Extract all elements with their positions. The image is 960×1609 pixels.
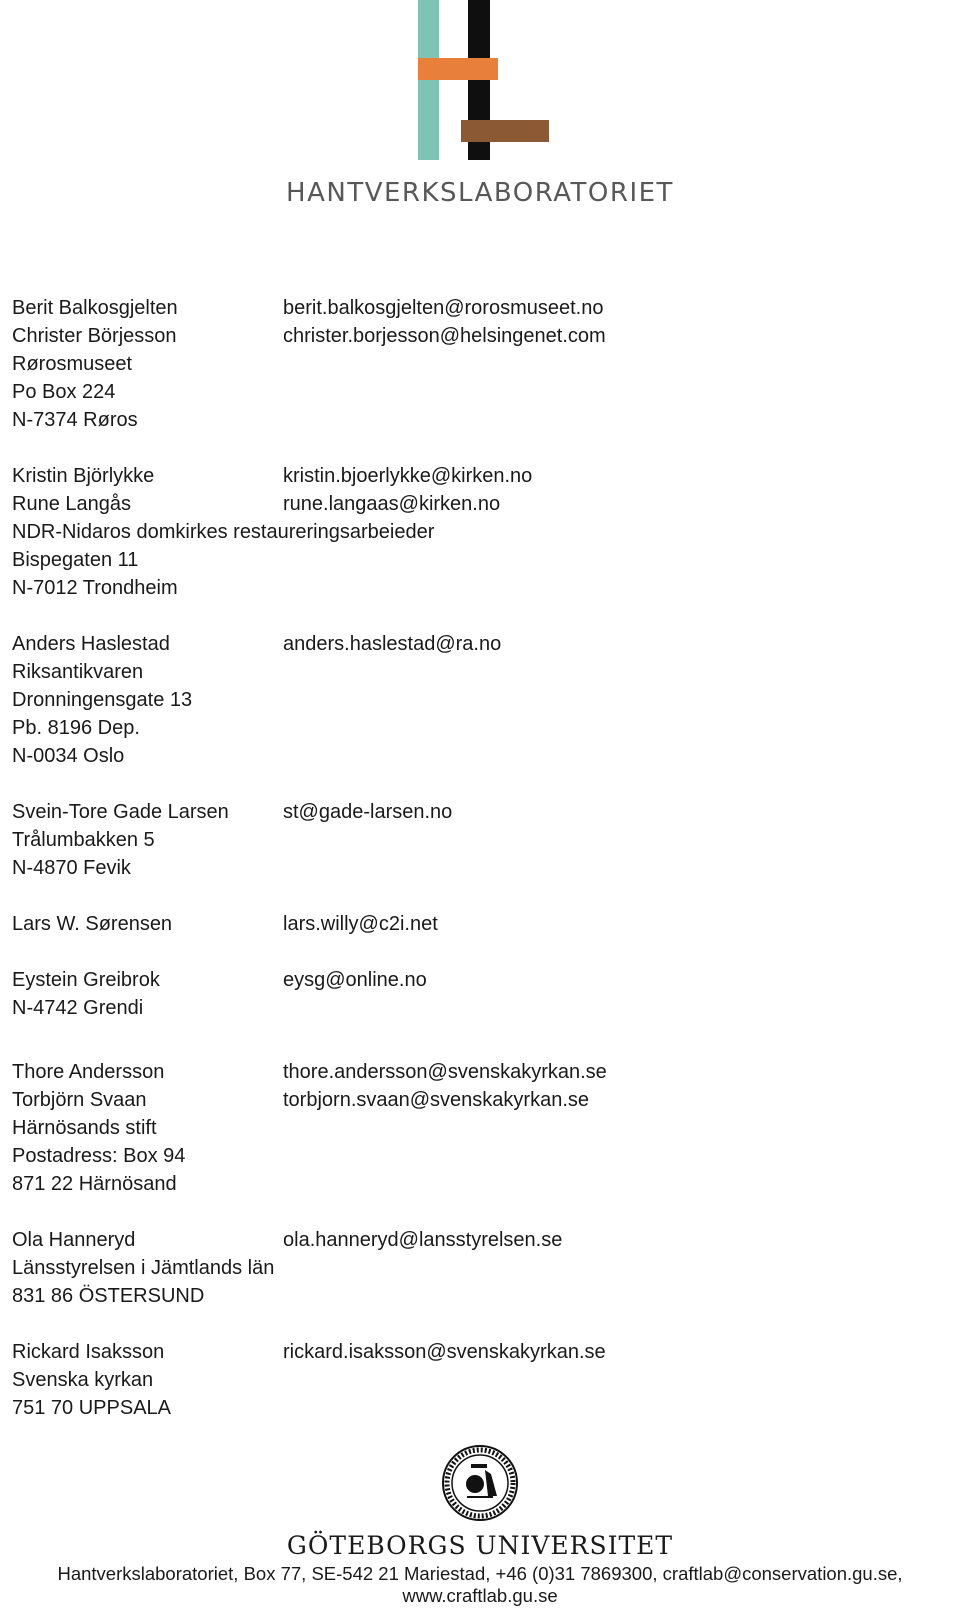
contact-text: Rune Langås xyxy=(12,493,131,515)
contact-line xyxy=(12,1058,942,1086)
logo-orange-bar xyxy=(418,58,498,80)
contact-email[interactable]: eysg@online.no xyxy=(283,969,427,991)
contact-line xyxy=(12,462,942,490)
contact-line xyxy=(12,1226,942,1254)
contact-email[interactable]: thore.andersson@svenskakyrkan.se xyxy=(283,1061,607,1083)
footer-address: Hantverkslaboratoriet, Box 77, SE-542 21 Mariestad, +46 (0)31 7869300, craftlab@conservation.gu.se, xyxy=(57,1563,903,1584)
contact-email[interactable]: berit.balkosgjelten@rorosmuseet.no xyxy=(283,297,604,319)
contact-line xyxy=(12,1254,942,1282)
contact-block xyxy=(12,798,942,882)
contact-line xyxy=(12,546,942,574)
contact-line xyxy=(12,1366,942,1394)
contact-text: Svein-Tore Gade Larsen xyxy=(12,801,229,823)
contact-line xyxy=(12,826,942,854)
contact-email[interactable]: torbjorn.svaan@svenskakyrkan.se xyxy=(283,1089,589,1111)
contact-text: NDR-Nidaros domkirkes restaureringsarbeieder xyxy=(12,521,435,543)
block-spacer xyxy=(12,938,942,966)
contact-line xyxy=(12,378,942,406)
logo-wordmark: HANTVERKSLABORATORIET xyxy=(286,178,674,208)
block-spacer xyxy=(12,1310,942,1338)
contact-block xyxy=(12,462,942,602)
contact-line xyxy=(12,518,942,546)
contact-text: Torbjörn Svaan xyxy=(12,1089,147,1111)
contact-line xyxy=(12,854,942,882)
contact-email[interactable]: rune.langaas@kirken.no xyxy=(283,493,501,515)
contact-text: 751 70 UPPSALA xyxy=(12,1397,171,1419)
header-logo xyxy=(0,0,960,230)
contact-line xyxy=(12,574,942,602)
university-name: GÖTEBORGS UNIVERSITET xyxy=(286,1531,674,1560)
contact-line xyxy=(12,630,942,658)
contact-text: N-7374 Røros xyxy=(12,409,138,431)
contact-text: Svenska kyrkan xyxy=(12,1369,154,1391)
contact-text: Lars W. Sørensen xyxy=(12,913,173,935)
contact-text: Pb. 8196 Dep. xyxy=(12,717,140,739)
contact-text: Po Box 224 xyxy=(12,381,116,403)
contact-text: Anders Haslestad xyxy=(12,633,170,655)
block-spacer xyxy=(12,434,942,462)
contact-text: Rørosmuseet xyxy=(12,353,133,375)
contact-line xyxy=(12,322,942,350)
contact-email[interactable]: kristin.bjoerlykke@kirken.no xyxy=(283,465,533,487)
contact-line xyxy=(12,350,942,378)
contact-text: Trålumbakken 5 xyxy=(12,829,155,851)
contact-text: Eystein Greibrok xyxy=(12,969,160,991)
contact-line xyxy=(12,994,942,1022)
contact-email[interactable]: st@gade-larsen.no xyxy=(283,801,453,823)
contact-text: Härnösands stift xyxy=(12,1117,157,1139)
contact-text: Thore Andersson xyxy=(12,1061,165,1083)
contact-line xyxy=(12,1114,942,1142)
block-spacer xyxy=(12,1198,942,1226)
contact-line xyxy=(12,1282,942,1310)
contact-block xyxy=(12,1226,942,1310)
contact-line xyxy=(12,1086,942,1114)
contact-email[interactable]: christer.borjesson@helsingenet.com xyxy=(283,325,606,347)
contact-text: 831 86 ÖSTERSUND xyxy=(12,1285,205,1307)
contact-line xyxy=(12,798,942,826)
hantverkslaboratoriet-logo-mark xyxy=(418,0,564,162)
contact-line xyxy=(12,966,942,994)
contact-text: Bispegaten 11 xyxy=(12,549,139,571)
contact-block xyxy=(12,910,942,938)
contact-text: Ola Hanneryd xyxy=(12,1229,136,1251)
block-spacer xyxy=(12,882,942,910)
contact-line xyxy=(12,910,942,938)
contact-line xyxy=(12,1170,942,1198)
contact-line xyxy=(12,490,942,518)
contact-text: N-0034 Oslo xyxy=(12,745,125,767)
contact-text: Rickard Isaksson xyxy=(12,1341,165,1363)
contact-list xyxy=(12,294,942,1422)
contact-text: N-4870 Fevik xyxy=(12,857,131,879)
contact-block xyxy=(12,294,942,434)
block-spacer xyxy=(12,1022,942,1058)
block-spacer xyxy=(12,770,942,798)
contact-text: Länsstyrelsen i Jämtlands län xyxy=(12,1257,275,1279)
contact-block xyxy=(12,630,942,770)
contact-text: Postadress: Box 94 xyxy=(12,1145,186,1167)
contact-text: 871 22 Härnösand xyxy=(12,1173,177,1195)
contact-line xyxy=(12,658,942,686)
contact-text: N-4742 Grendi xyxy=(12,997,144,1019)
university-seal-icon xyxy=(441,1444,519,1522)
contact-text: N-7012 Trondheim xyxy=(12,577,178,599)
contact-email[interactable]: ola.hanneryd@lansstyrelsen.se xyxy=(283,1229,563,1251)
footer-website[interactable]: www.craftlab.gu.se xyxy=(402,1585,558,1606)
contact-line xyxy=(12,742,942,770)
contact-text: Berit Balkosgjelten xyxy=(12,297,178,319)
logo-brown-bar xyxy=(461,120,549,142)
footer xyxy=(0,1563,960,1607)
contact-line xyxy=(12,294,942,322)
contact-email[interactable]: anders.haslestad@ra.no xyxy=(283,633,502,655)
contact-email[interactable]: lars.willy@c2i.net xyxy=(283,913,438,935)
contact-text: Riksantikvaren xyxy=(12,661,144,683)
block-spacer xyxy=(12,602,942,630)
contact-text: Dronningensgate 13 xyxy=(12,689,193,711)
contact-text: Christer Börjesson xyxy=(12,325,177,347)
contact-line xyxy=(12,686,942,714)
contact-block xyxy=(12,1058,942,1198)
contact-line xyxy=(12,1142,942,1170)
contact-block xyxy=(12,1338,942,1422)
contact-email[interactable]: rickard.isaksson@svenskakyrkan.se xyxy=(283,1341,606,1363)
contact-line xyxy=(12,1338,942,1366)
contact-block xyxy=(12,966,942,1022)
contact-line xyxy=(12,406,942,434)
contact-text: Kristin Björlykke xyxy=(12,465,155,487)
contact-line xyxy=(12,1394,942,1422)
contact-line xyxy=(12,714,942,742)
